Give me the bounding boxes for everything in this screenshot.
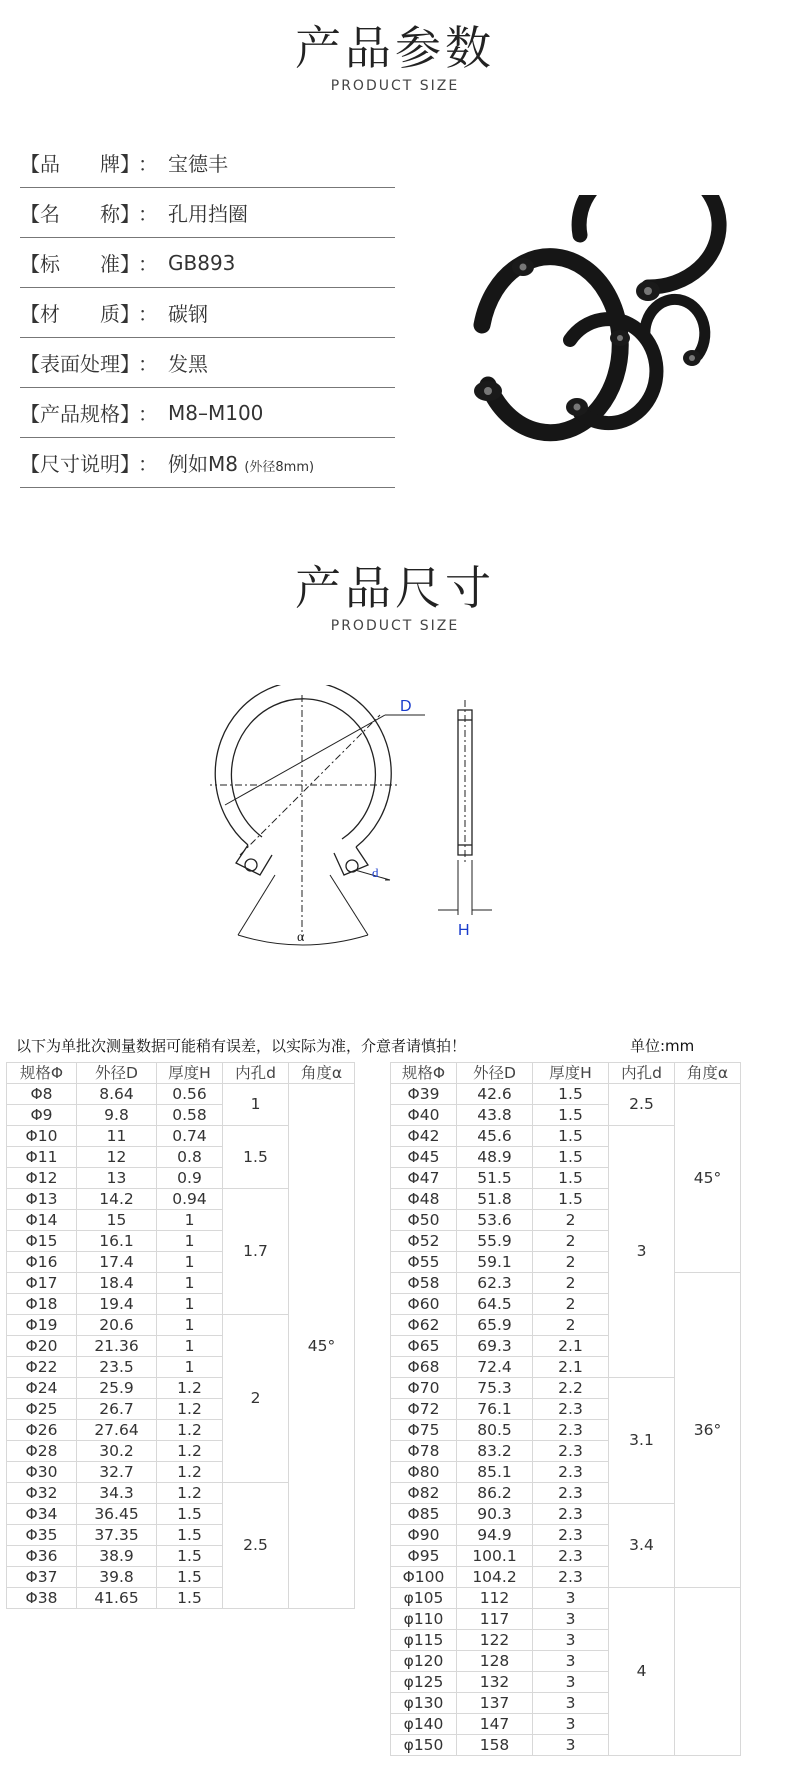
dimension-diagram [210, 685, 550, 975]
thickness-cell: 1.5 [533, 1084, 609, 1105]
inner-hole-cell: 1.5 [223, 1126, 289, 1189]
thickness-cell: 0.8 [157, 1147, 223, 1168]
param-value [168, 251, 235, 275]
thickness-cell: 0.58 [157, 1105, 223, 1126]
thickness-cell: 1.5 [533, 1147, 609, 1168]
table-row [391, 1084, 741, 1105]
measurement-note: 以下为单批次测量数据可能稍有误差，以实际为准，介意者请慎拍！ [16, 1037, 467, 1055]
outer-diameter-cell: 59.1 [457, 1252, 533, 1273]
outer-diameter-cell: 42.6 [457, 1084, 533, 1105]
inner-hole-cell: 2 [223, 1315, 289, 1483]
param-colon: ： [138, 252, 158, 276]
section2-subtitle: PRODUCT SIZE [330, 618, 460, 634]
outer-diameter-cell: 17.4 [77, 1252, 157, 1273]
spec-cell: Φ80 [391, 1462, 457, 1483]
spec-cell: φ115 [391, 1630, 457, 1651]
param-colon: ： [138, 402, 158, 426]
angle-cell: 45° [675, 1084, 741, 1273]
thickness-cell: 1 [157, 1357, 223, 1378]
thickness-cell: 1.2 [157, 1399, 223, 1420]
spec-cell: Φ28 [7, 1441, 77, 1462]
outer-diameter-cell: 90.3 [457, 1504, 533, 1525]
outer-diameter-cell: 55.9 [457, 1231, 533, 1252]
header-cell: 规格Φ [7, 1063, 77, 1084]
param-value [168, 148, 228, 177]
param-value-text: 例如M8 [168, 452, 238, 476]
outer-diameter-cell: 51.8 [457, 1189, 533, 1210]
spec-cell: Φ50 [391, 1210, 457, 1231]
outer-diameter-cell: 21.36 [77, 1336, 157, 1357]
outer-diameter-cell: 85.1 [457, 1462, 533, 1483]
thickness-cell: 1.5 [157, 1567, 223, 1588]
spec-cell: Φ48 [391, 1189, 457, 1210]
inner-hole-cell: 1 [223, 1084, 289, 1126]
outer-diameter-cell: 94.9 [457, 1525, 533, 1546]
param-value [168, 448, 314, 477]
thickness-cell: 0.94 [157, 1189, 223, 1210]
outer-diameter-cell: 39.8 [77, 1567, 157, 1588]
param-value-text: M8–M100 [168, 400, 264, 425]
thickness-cell: 2.3 [533, 1483, 609, 1504]
thickness-cell: 1 [157, 1231, 223, 1252]
spec-cell: Φ20 [7, 1336, 77, 1357]
spec-cell: Φ52 [391, 1231, 457, 1252]
outer-diameter-cell: 69.3 [457, 1336, 533, 1357]
spec-cell: Φ22 [7, 1357, 77, 1378]
outer-diameter-cell: 27.64 [77, 1420, 157, 1441]
thickness-cell: 2 [533, 1315, 609, 1336]
thickness-cell: 1.2 [157, 1378, 223, 1399]
spec-cell: Φ10 [7, 1126, 77, 1147]
thickness-cell: 2.3 [533, 1462, 609, 1483]
label-D: D [400, 698, 412, 715]
param-colon: ： [138, 452, 158, 476]
header-cell: 角度α [289, 1063, 355, 1084]
spec-cell: Φ40 [391, 1105, 457, 1126]
spec-cell: Φ65 [391, 1336, 457, 1357]
thickness-cell: 1.2 [157, 1420, 223, 1441]
spec-cell: Φ30 [7, 1462, 77, 1483]
param-key: 【名 称】 [20, 202, 140, 226]
outer-diameter-cell: 137 [457, 1693, 533, 1714]
outer-diameter-cell: 65.9 [457, 1315, 533, 1336]
spec-cell: Φ42 [391, 1126, 457, 1147]
param-colon: ： [138, 302, 158, 326]
outer-diameter-cell: 19.4 [77, 1294, 157, 1315]
outer-diameter-cell: 53.6 [457, 1210, 533, 1231]
spec-cell: φ150 [391, 1735, 457, 1756]
thickness-cell: 3 [533, 1630, 609, 1651]
spec-cell: Φ13 [7, 1189, 77, 1210]
spec-cell: Φ15 [7, 1231, 77, 1252]
spec-cell: Φ24 [7, 1378, 77, 1399]
angle-cell: 45° [289, 1084, 355, 1609]
outer-diameter-cell: 11 [77, 1126, 157, 1147]
spec-cell: Φ58 [391, 1273, 457, 1294]
outer-diameter-cell: 128 [457, 1651, 533, 1672]
header-cell: 厚度H [533, 1063, 609, 1084]
spec-cell: φ130 [391, 1693, 457, 1714]
outer-diameter-cell: 72.4 [457, 1357, 533, 1378]
angle-cell: 36° [675, 1273, 741, 1588]
param-value-text: 孔用挡圈 [168, 202, 248, 226]
outer-diameter-cell: 51.5 [457, 1168, 533, 1189]
outer-diameter-cell: 15 [77, 1210, 157, 1231]
spec-cell: Φ70 [391, 1378, 457, 1399]
outer-diameter-cell: 45.6 [457, 1126, 533, 1147]
param-value [168, 401, 263, 425]
outer-diameter-cell: 25.9 [77, 1378, 157, 1399]
param-value [168, 298, 208, 327]
param-value-note: (外径8mm) [244, 460, 315, 475]
param-row [20, 238, 395, 288]
thickness-cell: 1.5 [533, 1189, 609, 1210]
param-value-text: 宝德丰 [168, 152, 228, 176]
spec-cell: φ140 [391, 1714, 457, 1735]
param-key: 【产品规格】 [20, 402, 140, 426]
spec-cell: Φ14 [7, 1210, 77, 1231]
outer-diameter-cell: 8.64 [77, 1084, 157, 1105]
spec-cell: Φ85 [391, 1504, 457, 1525]
outer-diameter-cell: 32.7 [77, 1462, 157, 1483]
spec-cell: Φ37 [7, 1567, 77, 1588]
thickness-cell: 0.9 [157, 1168, 223, 1189]
header-cell: 厚度H [157, 1063, 223, 1084]
outer-diameter-cell: 36.45 [77, 1504, 157, 1525]
thickness-cell: 3 [533, 1672, 609, 1693]
label-alpha: α [297, 930, 305, 945]
param-key: 【尺寸说明】 [20, 452, 140, 476]
thickness-cell: 3 [533, 1588, 609, 1609]
spec-table-right [390, 1062, 741, 1756]
thickness-cell: 2.1 [533, 1336, 609, 1357]
thickness-cell: 3 [533, 1609, 609, 1630]
spec-cell: Φ19 [7, 1315, 77, 1336]
param-colon: ： [138, 352, 158, 376]
thickness-cell: 2.3 [533, 1567, 609, 1588]
thickness-cell: 2.3 [533, 1546, 609, 1567]
header-cell: 外径D [457, 1063, 533, 1084]
inner-hole-cell: 3.1 [609, 1378, 675, 1504]
thickness-cell: 2 [533, 1252, 609, 1273]
thickness-cell: 1.2 [157, 1483, 223, 1504]
spec-cell: Φ55 [391, 1252, 457, 1273]
inner-hole-cell: 1.7 [223, 1189, 289, 1315]
outer-diameter-cell: 76.1 [457, 1399, 533, 1420]
outer-diameter-cell: 158 [457, 1735, 533, 1756]
thickness-cell: 1.5 [533, 1105, 609, 1126]
inner-hole-cell: 4 [609, 1588, 675, 1756]
spec-cell: Φ75 [391, 1420, 457, 1441]
outer-diameter-cell: 30.2 [77, 1441, 157, 1462]
param-key: 【表面处理】 [20, 352, 140, 376]
spec-cell: Φ82 [391, 1483, 457, 1504]
thickness-cell: 2 [533, 1210, 609, 1231]
angle-cell [675, 1588, 741, 1756]
spec-cell: Φ16 [7, 1252, 77, 1273]
thickness-cell: 2 [533, 1273, 609, 1294]
param-key: 【标 准】 [20, 252, 140, 276]
header-cell: 外径D [77, 1063, 157, 1084]
section1-subtitle: PRODUCT SIZE [330, 78, 460, 94]
thickness-cell: 0.74 [157, 1126, 223, 1147]
spec-cell: Φ25 [7, 1399, 77, 1420]
spec-cell: Φ35 [7, 1525, 77, 1546]
product-photo-rings [430, 195, 760, 485]
spec-cell: Φ62 [391, 1315, 457, 1336]
spec-cell: Φ11 [7, 1147, 77, 1168]
param-row [20, 288, 395, 338]
outer-diameter-cell: 14.2 [77, 1189, 157, 1210]
thickness-cell: 2.3 [533, 1441, 609, 1462]
inner-hole-cell: 3.4 [609, 1504, 675, 1588]
thickness-cell: 1.2 [157, 1462, 223, 1483]
thickness-cell: 2.3 [533, 1504, 609, 1525]
thickness-cell: 2.3 [533, 1399, 609, 1420]
outer-diameter-cell: 34.3 [77, 1483, 157, 1504]
param-row [20, 438, 395, 488]
outer-diameter-cell: 20.6 [77, 1315, 157, 1336]
thickness-cell: 1 [157, 1210, 223, 1231]
inner-hole-cell: 2.5 [223, 1483, 289, 1609]
header-cell: 规格Φ [391, 1063, 457, 1084]
outer-diameter-cell: 9.8 [77, 1105, 157, 1126]
thickness-cell: 1.5 [157, 1504, 223, 1525]
inner-hole-cell: 2.5 [609, 1084, 675, 1126]
spec-cell: Φ9 [7, 1105, 77, 1126]
spec-cell: Φ34 [7, 1504, 77, 1525]
spec-cell: Φ72 [391, 1399, 457, 1420]
outer-diameter-cell: 83.2 [457, 1441, 533, 1462]
spec-cell: φ110 [391, 1609, 457, 1630]
spec-cell: Φ78 [391, 1441, 457, 1462]
param-value-text: 发黑 [168, 352, 208, 376]
label-d: d [372, 865, 379, 880]
outer-diameter-cell: 117 [457, 1609, 533, 1630]
thickness-cell: 3 [533, 1651, 609, 1672]
thickness-cell: 1 [157, 1252, 223, 1273]
unit-label: 单位:mm [630, 1037, 695, 1055]
thickness-cell: 0.56 [157, 1084, 223, 1105]
outer-diameter-cell: 41.65 [77, 1588, 157, 1609]
outer-diameter-cell: 38.9 [77, 1546, 157, 1567]
outer-diameter-cell: 23.5 [77, 1357, 157, 1378]
param-row [20, 188, 395, 238]
outer-diameter-cell: 86.2 [457, 1483, 533, 1504]
param-value-text: 碳钢 [168, 302, 208, 326]
param-value-text: GB893 [168, 250, 236, 275]
outer-diameter-cell: 18.4 [77, 1273, 157, 1294]
spec-cell: Φ90 [391, 1525, 457, 1546]
outer-diameter-cell: 100.1 [457, 1546, 533, 1567]
thickness-cell: 3 [533, 1693, 609, 1714]
outer-diameter-cell: 62.3 [457, 1273, 533, 1294]
param-row [20, 388, 395, 438]
param-key: 【材 质】 [20, 302, 140, 326]
outer-diameter-cell: 26.7 [77, 1399, 157, 1420]
spec-cell: Φ36 [7, 1546, 77, 1567]
label-H: H [458, 922, 470, 939]
outer-diameter-cell: 147 [457, 1714, 533, 1735]
thickness-cell: 1 [157, 1273, 223, 1294]
outer-diameter-cell: 122 [457, 1630, 533, 1651]
section2-title: 产品尺寸 [295, 561, 495, 615]
outer-diameter-cell: 132 [457, 1672, 533, 1693]
thickness-cell: 2.1 [533, 1357, 609, 1378]
table-row [391, 1273, 741, 1294]
spec-cell: Φ12 [7, 1168, 77, 1189]
thickness-cell: 1.5 [157, 1588, 223, 1609]
thickness-cell: 1 [157, 1336, 223, 1357]
outer-diameter-cell: 43.8 [457, 1105, 533, 1126]
outer-diameter-cell: 37.35 [77, 1525, 157, 1546]
thickness-cell: 2.3 [533, 1525, 609, 1546]
outer-diameter-cell: 64.5 [457, 1294, 533, 1315]
spec-cell: Φ60 [391, 1294, 457, 1315]
outer-diameter-cell: 104.2 [457, 1567, 533, 1588]
spec-cell: Φ26 [7, 1420, 77, 1441]
outer-diameter-cell: 13 [77, 1168, 157, 1189]
header-cell: 内孔d [609, 1063, 675, 1084]
table-row [7, 1084, 355, 1105]
spec-cell: Φ18 [7, 1294, 77, 1315]
spec-cell: Φ47 [391, 1168, 457, 1189]
outer-diameter-cell: 75.3 [457, 1378, 533, 1399]
thickness-cell: 1 [157, 1315, 223, 1336]
spec-cell: Φ45 [391, 1147, 457, 1168]
thickness-cell: 3 [533, 1714, 609, 1735]
param-colon: ： [138, 202, 158, 226]
header-cell: 内孔d [223, 1063, 289, 1084]
thickness-cell: 2 [533, 1294, 609, 1315]
param-row [20, 138, 395, 188]
thickness-cell: 3 [533, 1735, 609, 1756]
spec-cell: φ125 [391, 1672, 457, 1693]
spec-table-left [6, 1062, 355, 1609]
thickness-cell: 1.5 [157, 1525, 223, 1546]
spec-cell: φ120 [391, 1651, 457, 1672]
outer-diameter-cell: 12 [77, 1147, 157, 1168]
section1-title: 产品参数 [295, 21, 495, 75]
spec-cell: φ105 [391, 1588, 457, 1609]
outer-diameter-cell: 16.1 [77, 1231, 157, 1252]
thickness-cell: 1.5 [157, 1546, 223, 1567]
outer-diameter-cell: 80.5 [457, 1420, 533, 1441]
inner-hole-cell: 3 [609, 1126, 675, 1378]
param-key: 【品 牌】 [20, 152, 140, 176]
param-row [20, 338, 395, 388]
param-value [168, 348, 208, 377]
thickness-cell: 1.5 [533, 1168, 609, 1189]
thickness-cell: 2.3 [533, 1420, 609, 1441]
header-cell: 角度α [675, 1063, 741, 1084]
thickness-cell: 1.5 [533, 1126, 609, 1147]
spec-cell: Φ17 [7, 1273, 77, 1294]
outer-diameter-cell: 112 [457, 1588, 533, 1609]
param-colon: ： [138, 152, 158, 176]
spec-cell: Φ38 [7, 1588, 77, 1609]
table-row [391, 1588, 741, 1609]
spec-cell: Φ8 [7, 1084, 77, 1105]
spec-cell: Φ32 [7, 1483, 77, 1504]
spec-cell: Φ100 [391, 1567, 457, 1588]
outer-diameter-cell: 48.9 [457, 1147, 533, 1168]
thickness-cell: 1.2 [157, 1441, 223, 1462]
thickness-cell: 2 [533, 1231, 609, 1252]
spec-cell: Φ95 [391, 1546, 457, 1567]
thickness-cell: 1 [157, 1294, 223, 1315]
spec-cell: Φ39 [391, 1084, 457, 1105]
spec-cell: Φ68 [391, 1357, 457, 1378]
param-value [168, 198, 248, 227]
thickness-cell: 2.2 [533, 1378, 609, 1399]
